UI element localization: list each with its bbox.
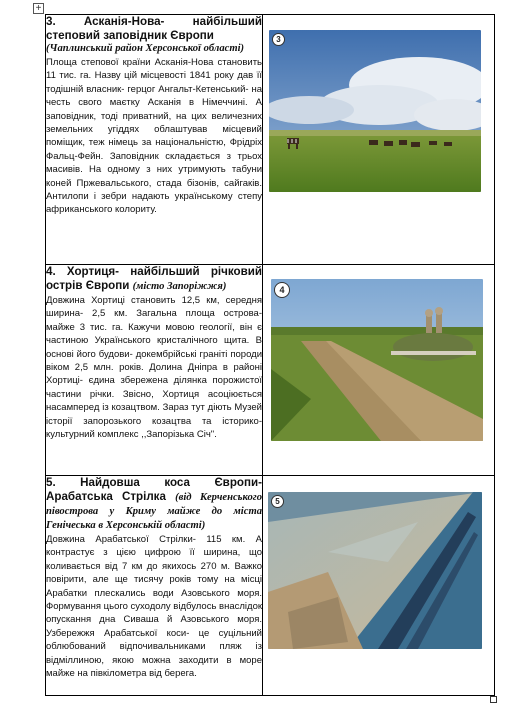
title-word: 5. (46, 476, 56, 489)
image-cell-khortytsia (263, 265, 495, 476)
row-title (46, 15, 262, 43)
row-title (46, 265, 262, 293)
table-row (46, 476, 495, 696)
table-resize-handle[interactable] (490, 696, 497, 703)
image-cell-arabat (263, 476, 495, 696)
steppe-zebras-photo (269, 30, 481, 192)
photo-number-badge: 4 (274, 282, 290, 298)
arabat-spit-aerial-photo (268, 492, 482, 649)
text-cell-arabat (46, 476, 263, 696)
title-word: Європи- (214, 476, 262, 489)
row-subtitle: (від Керченського півострова у Криму майже до міста Генічеська в Херсонській області) (46, 492, 262, 531)
attractions-table (45, 14, 495, 696)
title-word: 3. (46, 15, 56, 28)
row-subtitle: (місто Запоріжжя) (132, 281, 227, 292)
title-text: 4. Хортиця- найбільший річковий острів Європи (46, 265, 262, 292)
row-title (46, 476, 262, 532)
text-cell-askania (46, 15, 263, 265)
table-row (46, 15, 495, 265)
khortytsia-road-photo (271, 279, 483, 441)
table-move-handle-icon[interactable]: + (33, 3, 44, 14)
title-word: Асканія-Нова- (83, 15, 165, 28)
title-word: Найдовша (80, 476, 140, 489)
table-row (46, 265, 495, 476)
row-body: Площа степової країни Асканія-Нова становить 11 тис. га. Назву цій місцевості 1841 року дав її тодішній власник- герцог Ангальт-Кетенський- на честь свого маєтку Асканія в Німеччині. А заповідник, тоді приватний, на цих величезних земельних угіддях облаштував місцевий поміщик, теж німець за національністю, Фрідріх Фальц-Фейн. Заповідник складається з трьох масивів. На одному з них утримують табуни коней Пржевальського, стада бізонів, сайгаків. Антилопи і зебри надають українському степу африканського колориту. (46, 57, 262, 216)
row-body: Довжина Арабатської Стрілки- 115 км. А контрастує з цією цифрою її ширина, що коливається від 7 км до якихось 270 м. Важко повірити, але ще тисячу років тому на місці Арабатки плескались води Азовського моря. Формування цього суходолу відбулось внаслідок опускання дна Сиваша й Азовського моря. Узбережжя Арабатської коси- це суцільний облюбований відпочивальниками пляж із відміллиною, якою можна заходити в море майже на півкілометра від берега. (46, 534, 263, 680)
row-subtitle: (Чаплинський район Херсонської області) (46, 43, 245, 54)
title-rest: Арабатська Стрілка (46, 490, 166, 503)
title-word: коса (164, 476, 190, 489)
row-body: Довжина Хортиці становить 12,5 км, середня ширина- 2,5 км. Загальна площа острова- майже 3 тис. га. Кажучи мовою геології, він є частиною Українського кристалічного щита. В основі його будови- докембрійські граніті породи віком 2,5 млн. років. Долина Дніпра в районі Хортиці- єдина збережена ділянка порожистої частини річки. Звісно, Хортиця асоціюється насамперед із козацтвом. Зараз тут діють Музей історії запорозького козацтва та історико-культурний комплекс ,,Запорізька Січ". (46, 295, 262, 441)
image-cell-askania (263, 15, 495, 265)
title-rest: степовий заповідник Європи (46, 29, 214, 42)
photo-number-badge: 3 (272, 33, 285, 46)
photo-number-badge: 5 (271, 495, 284, 508)
title-word: найбільший (192, 15, 262, 28)
text-cell-khortytsia (46, 265, 263, 476)
